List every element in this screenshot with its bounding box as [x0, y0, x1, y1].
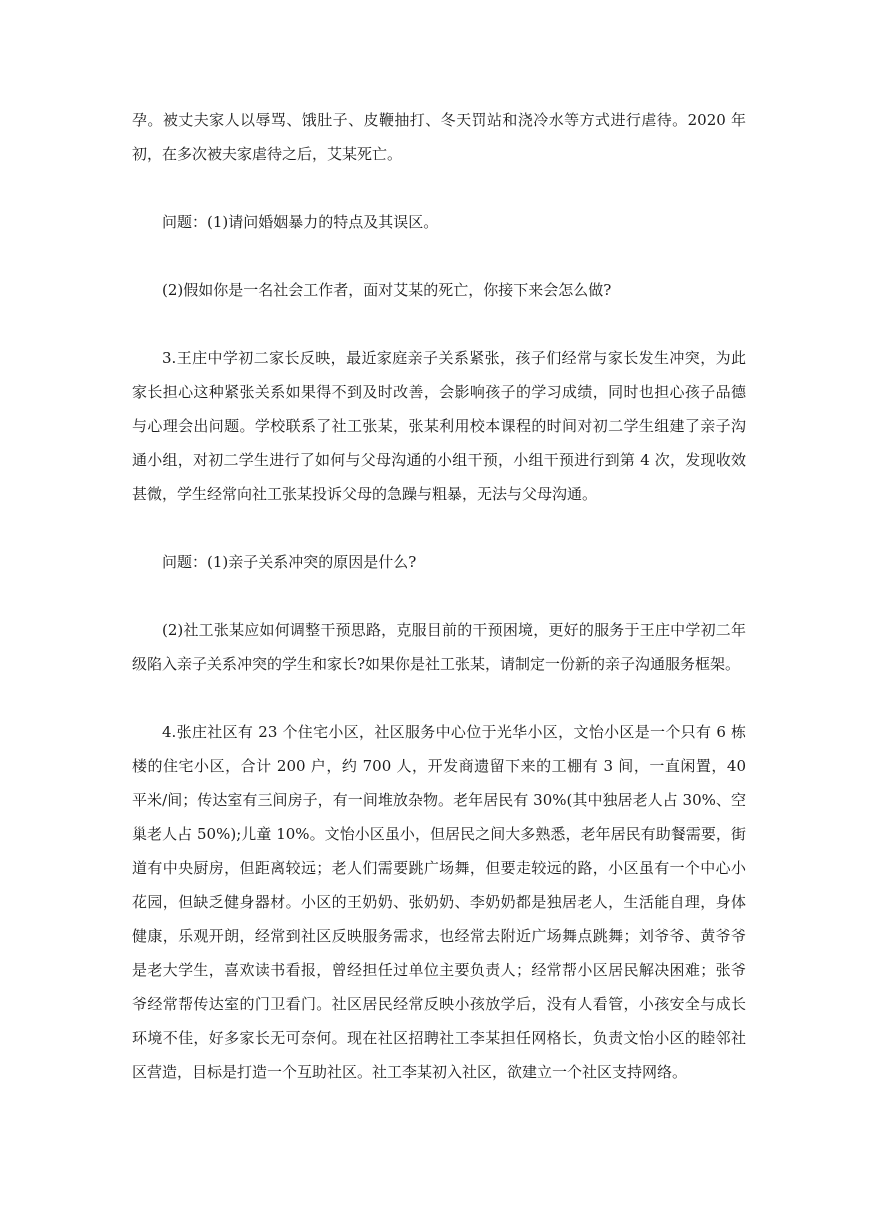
- paragraph-case4: 4.张庄社区有 23 个住宅小区，社区服务中心位于光华小区，文怡小区是一个只有 6 栋楼的住宅小区，合计 200 户，约 700 人，开发商遗留下来的工棚有 3 间，一直闲置，40 平米/间；传达室有三间房子，有一间堆放杂物。老年居民有 30%(其中独居老人占 30%、空巢老人占 50%);儿童 10%。文怡小区虽小，但居民之间大多熟悉，老年居民有助餐需要，街道有中央厨房，但距离较远；老人们需要跳广场舞，但要走较远的路，小区虽有一个中心小花园，但缺乏健身器材。小区的王奶奶、张奶奶、李奶奶都是独居老人，生活能自理，身体健康，乐观开朗，经常到社区反映服务需求，也经常去附近广场舞点跳舞；刘爷爷、黄爷爷是老大学生，喜欢读书看报，曾经担任过单位主要负责人；经常帮小区居民解决困难；张爷爷经常帮传达室的门卫看门。社区居民经常反映小孩放学后，没有人看管，小孩安全与成长环境不佳，好多家长无可奈何。现在社区招聘社工李某担任网格长，负责文怡小区的睦邻社区营造，目标是打造一个互助社区。社工李某初入社区，欲建立一个社区支持网络。: [132, 723, 746, 1081]
- paragraph-spacer: [132, 681, 746, 715]
- paragraph-spacer: [132, 307, 746, 341]
- paragraph-spacer: [132, 239, 746, 273]
- paragraph-spacer: [132, 171, 746, 205]
- document-body: [132, 103, 746, 1089]
- paragraph-spacer: [132, 511, 746, 545]
- question-case2-2: (2)假如你是一名社会工作者，面对艾某的死亡，你接下来会怎么做?: [162, 281, 612, 299]
- question-case3-2: (2)社工张某应如何调整干预思路，克服目前的干预困境，更好的服务于王庄中学初二年级陷入亲子关系冲突的学生和家长?如果你是社工张某，请制定一份新的亲子沟通服务框架。: [132, 621, 746, 673]
- paragraph-spacer: [132, 579, 746, 613]
- question-case3-1: 问题：(1)亲子关系冲突的原因是什么?: [162, 553, 417, 571]
- paragraph-case3: 3.王庄中学初二家长反映，最近家庭亲子关系紧张，孩子们经常与家长发生冲突，为此家长担心这种紧张关系如果得不到及时改善，会影响孩子的学习成绩，同时也担心孩子品德与心理会出问题。学校联系了社工张某，张某利用校本课程的时间对初二学生组建了亲子沟通小组，对初二学生进行了如何与父母沟通的小组干预，小组干预进行到第 4 次，发现收效甚微，学生经常向社工张某投诉父母的急躁与粗暴，无法与父母沟通。: [132, 349, 746, 503]
- question-case2-1: 问题：(1)请问婚姻暴力的特点及其误区。: [162, 213, 439, 231]
- paragraph-case2-continued: 孕。被丈夫家人以辱骂、饿肚子、皮鞭抽打、冬天罚站和浇冷水等方式进行虐待。2020 年初，在多次被夫家虐待之后，艾某死亡。: [132, 111, 746, 163]
